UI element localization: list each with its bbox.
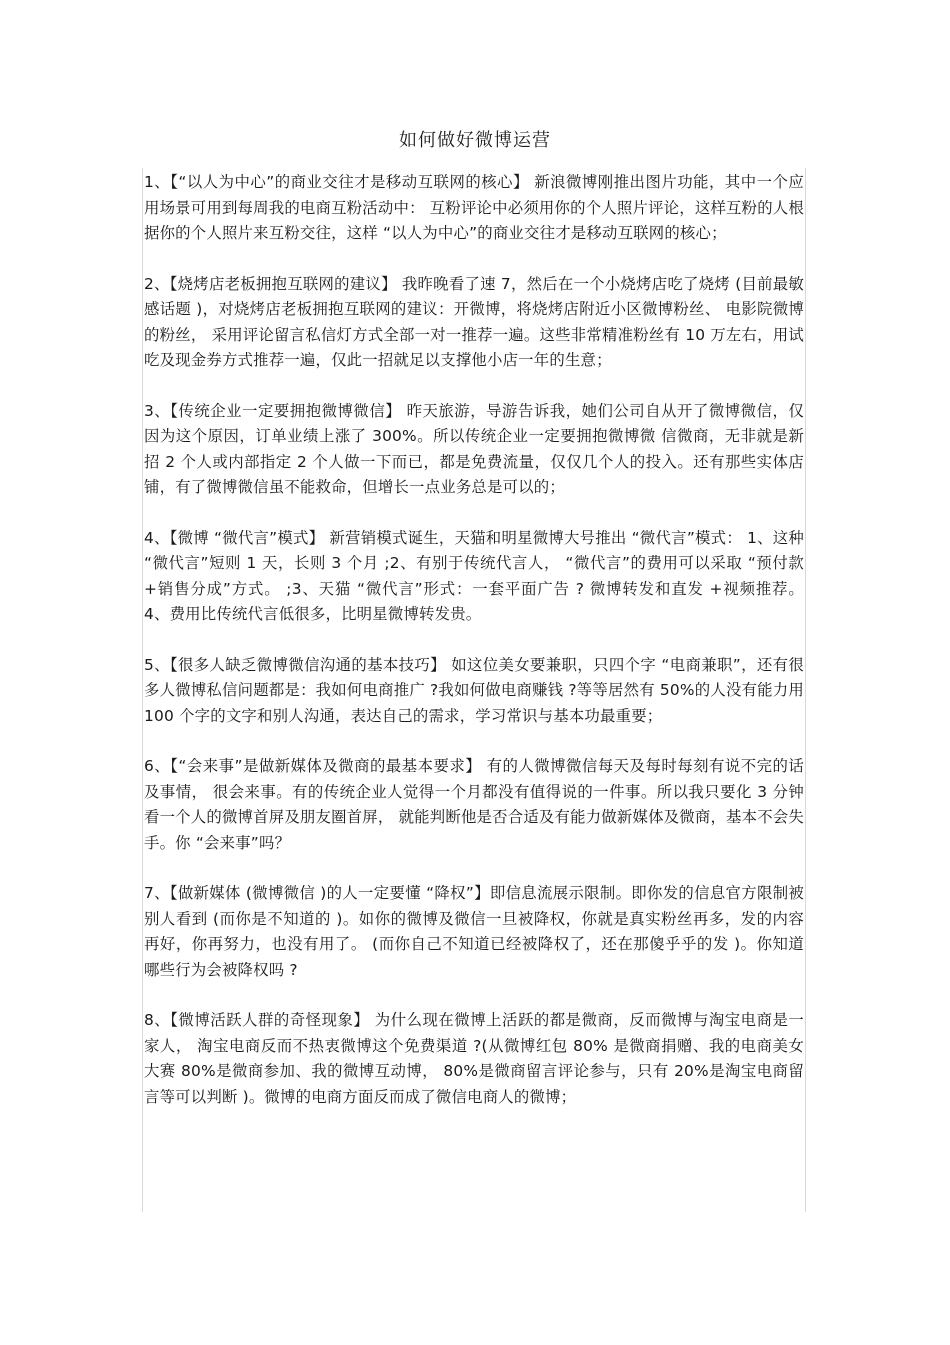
document-title: 如何做好微博运营	[399, 130, 551, 151]
paragraph-3: 3、【传统企业一定要拥抱微博微信】 昨天旅游，导游告诉我，她们公司自从开了微博微信，仅因为这个原因，订单业绩上涨了 300%。所以传统企业一定要拥抱微博微 信微商，无非就是新招 2 个人或内部指定 2 个人做一下而已，都是免费流量，仅仅几个人的投入。还有那些实体店铺，有了微博微信虽不能救命，但增长一点业务总是可以的；	[144, 401, 804, 496]
paragraph-4: 4、【微博 “微代言”模式】 新营销模式诞生，天猫和明星微博大号推出 “微代言”模式： 1、这种 “微代言”短则 1 天，长则 3 个月 ;2、有别于传统代言人， “微代言”的费用可以采取 “预付款 +销售分成”方式。 ;3、天猫 “微代言”形式：一套平面广告 ? 微博转发和直发 +视频推荐。 4、费用比传统代言低很多，比明星微博转发贵。	[144, 528, 804, 623]
paragraph-1: 1、【“以人为中心”的商业交往才是移动互联网的核心】 新浪微博刚推出图片功能，其中一个应用场景可用到每周我的电商互粉活动中： 互粉评论中必须用你的个人照片评论，这样互粉的人根据你的个人照片来互粉交往，这样 “以人为中心”的商业交往才是移动互联网的核心；	[144, 173, 804, 242]
paragraph-6: 6、【“会来事”是做新媒体及微商的最基本要求】 有的人微博微信每天及每时每刻有说不完的话及事情， 很会来事。有的传统企业人觉得一个月都没有值得说的一件事。所以我只要化 3 分钟看一个人的微博首屏及朋友圈首屏， 就能判断他是否合适及有能力做新媒体及微商，基本不会失手。你 “会来事”吗？	[144, 757, 804, 852]
paragraph-2: 2、【烧烤店老板拥抱互联网的建议】 我昨晚看了速 7，然后在一个小烧烤店吃了烧烤 (目前最敏感话题 )，对烧烤店老板拥抱互联网的建议：开微博，将烧烤店附近小区微博粉丝、 电影院微博的粉丝， 采用评论留言私信灯方式全部一对一推荐一遍。这些非常精准粉丝有 10 万左右，用试吃及现金券方式推荐一遍，仅此一招就足以支撑他小店一年的生意；	[144, 274, 804, 369]
document-body	[144, 170, 804, 1135]
paragraph-7: 7、【做新媒体 (微博微信 )的人一定要懂 “降权”】即信息流展示限制。即你发的信息官方限制被别人看到 (而你是不知道的 )。如你的微博及微信一旦被降权，你就是真实粉丝再多，发的内容再好，你再努力，也没有用了。 (而你自己不知道已经被降权了，还在那傻乎乎的发 )。你知道哪些行为会被降权吗 ?	[144, 884, 804, 979]
paragraph-8: 8、【微博活跃人群的奇怪现象】 为什么现在微博上活跃的都是微商，反而微博与淘宝电商是一家人， 淘宝电商反而不热衷微博这个免费渠道 ?(从微博红包 80% 是微商捐赠、我的电商美女大赛 80%是微商参加、我的微博互动博， 80%是微商留言评论参与，只有 20%是淘宝电商留言等可以判断 )。微博的电商方面反而成了微信电商人的微博；	[144, 1011, 804, 1106]
paragraph-5: 5、【很多人缺乏微博微信沟通的基本技巧】 如这位美女要兼职，只四个字 “电商兼职”，还有很多人微博私信问题都是：我如何电商推广 ?我如何做电商赚钱 ?等等居然有 50%的人没有能力用 100 个字的文字和别人沟通，表达自己的需求，学习常识与基本功最重要；	[144, 655, 804, 725]
